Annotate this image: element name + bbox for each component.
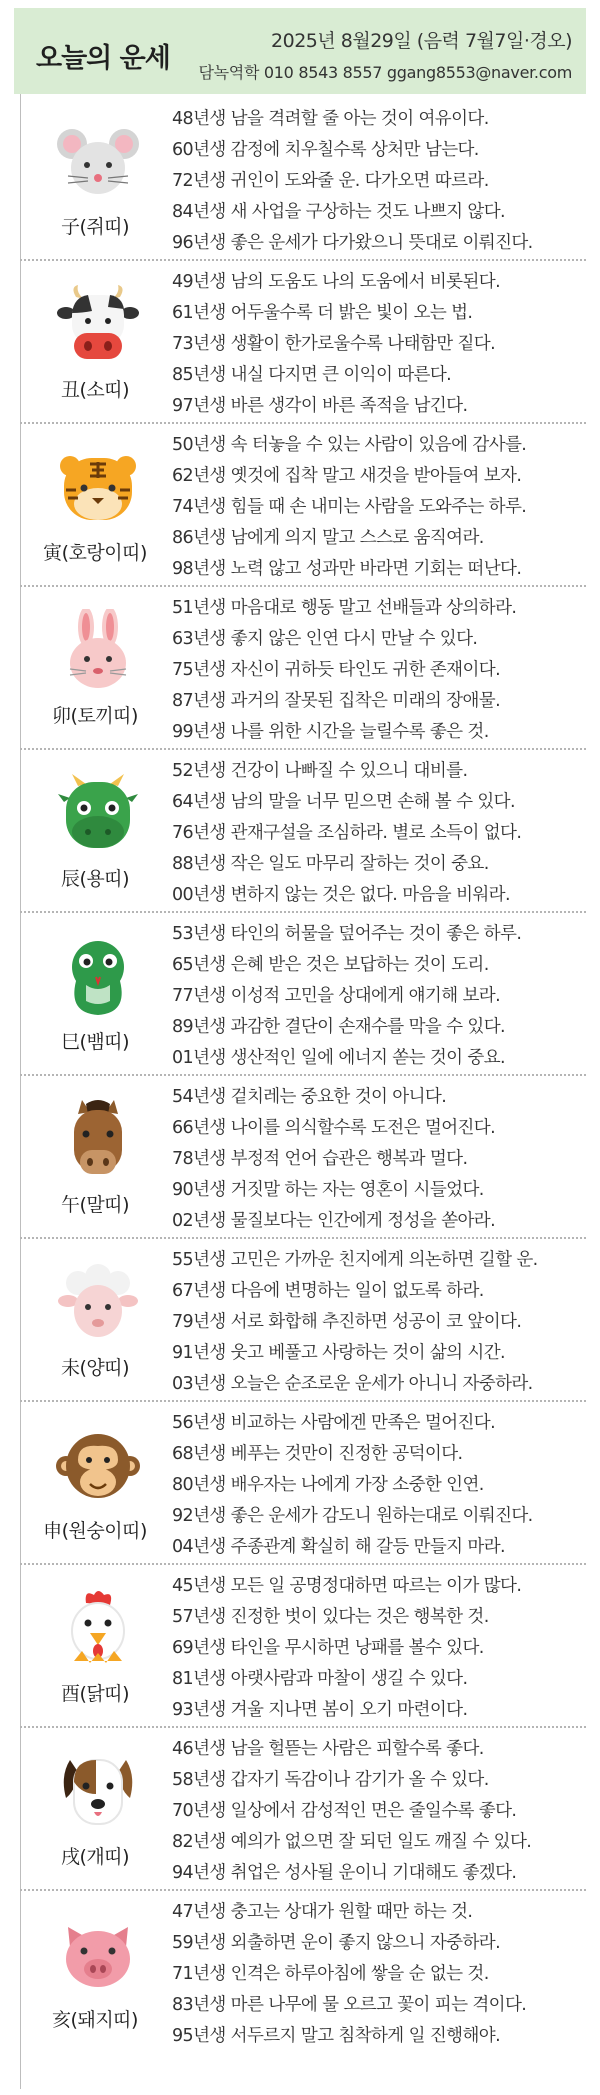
dragon-icon — [56, 772, 140, 856]
fortune-line: 55년생 고민은 가까운 친지에게 의논하면 길할 운. — [172, 1250, 538, 1270]
fortune-line: 59년생 외출하면 운이 좋지 않으니 자중하라. — [172, 1933, 501, 1953]
fortune-line: 97년생 바른 생각이 바른 족적을 남긴다. — [172, 396, 468, 416]
zodiac-label: 午(말띠) — [60, 1194, 130, 1216]
fortune-line: 80년생 배우자는 나에게 가장 소중한 인연. — [172, 1475, 484, 1495]
fortune-line: 48년생 남을 격려할 줄 아는 것이 여유이다. — [172, 109, 489, 129]
fortune-line: 96년생 좋은 운세가 다가왔으니 뜻대로 이뤄진다. — [172, 233, 533, 253]
fortune-lines — [172, 756, 592, 911]
fortune-line: 54년생 겉치레는 중요한 것이 아니다. — [172, 1087, 447, 1107]
fortune-line: 84년생 새 사업을 구상하는 것도 나쁘지 않다. — [172, 202, 505, 222]
fortune-line: 50년생 속 터놓을 수 있는 사람이 있음에 감사를. — [172, 435, 527, 455]
fortune-line: 98년생 노력 않고 성과만 바라면 기회는 떠난다. — [172, 559, 522, 579]
fortune-lines — [172, 1408, 592, 1563]
fortune-line: 62년생 옛것에 집착 말고 새것을 받아들여 보자. — [172, 466, 522, 486]
zodiac-section — [20, 587, 586, 750]
zodiac-label: 卯(토끼띠) — [52, 705, 138, 727]
fortune-line: 91년생 웃고 베풀고 사랑하는 것이 삶의 시간. — [172, 1343, 505, 1363]
fortune-line: 00년생 변하지 않는 것은 없다. 마음을 비워라. — [172, 885, 510, 905]
fortune-lines — [172, 1245, 592, 1400]
zodiac-label: 亥(돼지띠) — [52, 2009, 138, 2031]
fortune-line: 61년생 어두울수록 더 밝은 빛이 오는 법. — [172, 303, 473, 323]
fortune-line: 66년생 나이를 의식할수록 도전은 멀어진다. — [172, 1118, 496, 1138]
fortune-line: 01년생 생산적인 일에 에너지 쏟는 것이 중요. — [172, 1048, 505, 1068]
tiger-icon — [56, 446, 140, 530]
fortune-line: 76년생 관재구설을 조심하라. 별로 소득이 없다. — [172, 823, 522, 843]
fortune-lines — [172, 919, 592, 1074]
date-line: 2025년 8월29일 (음력 7월7일·경오) — [271, 30, 572, 52]
fortune-line: 85년생 내실 다지면 큰 이익이 따른다. — [172, 365, 452, 385]
horse-icon — [56, 1098, 140, 1182]
zodiac-label: 巳(뱀띠) — [60, 1031, 130, 1053]
fortune-line: 89년생 과감한 결단이 손재수를 막을 수 있다. — [172, 1017, 505, 1037]
fortune-line: 77년생 이성적 고민을 상대에게 얘기해 보라. — [172, 986, 501, 1006]
pig-icon — [56, 1913, 140, 1997]
ox-icon — [56, 283, 140, 367]
zodiac-section — [20, 1076, 586, 1239]
fortune-line: 02년생 물질보다는 인간에게 정성을 쏟아라. — [172, 1211, 496, 1231]
rat-icon — [56, 120, 140, 204]
zodiac-label: 戌(개띠) — [60, 1846, 130, 1868]
zodiac-section — [20, 750, 586, 913]
zodiac-section — [20, 424, 586, 587]
fortune-line: 51년생 마음대로 행동 말고 선배들과 상의하라. — [172, 598, 517, 618]
fortune-line: 60년생 감정에 치우칠수록 상처만 남는다. — [172, 140, 479, 160]
fortune-lines — [172, 1082, 592, 1237]
dog-icon — [56, 1750, 140, 1834]
fortune-lines — [172, 267, 592, 422]
fortune-line: 58년생 갑자기 독감이나 감기가 올 수 있다. — [172, 1770, 489, 1790]
zodiac-section — [20, 1728, 586, 1891]
rooster-icon — [56, 1587, 140, 1671]
zodiac-label: 申(원숭이띠) — [43, 1520, 147, 1542]
fortune-line: 72년생 귀인이 도와줄 운. 다가오면 따르라. — [172, 171, 489, 191]
snake-icon — [56, 935, 140, 1019]
fortune-line: 47년생 충고는 상대가 원할 때만 하는 것. — [172, 1902, 473, 1922]
fortune-line: 99년생 나를 위한 시간을 늘릴수록 좋은 것. — [172, 722, 489, 742]
zodiac-label: 子(쥐띠) — [60, 216, 130, 238]
zodiac-section — [20, 1565, 586, 1728]
sheep-icon — [56, 1261, 140, 1345]
fortune-lines — [172, 593, 592, 748]
fortune-line: 82년생 예의가 없으면 잘 되던 일도 깨질 수 있다. — [172, 1832, 532, 1852]
zodiac-label: 丑(소띠) — [60, 379, 130, 401]
fortune-line: 67년생 다음에 변명하는 일이 없도록 하라. — [172, 1281, 484, 1301]
fortune-line: 81년생 아랫사람과 마찰이 생길 수 있다. — [172, 1669, 468, 1689]
zodiac-label: 辰(용띠) — [60, 868, 130, 890]
fortune-line: 04년생 주종관계 확실히 해 갈등 만들지 마라. — [172, 1537, 505, 1557]
fortune-line: 49년생 남의 도움도 나의 도움에서 비롯된다. — [172, 272, 501, 292]
fortune-line: 75년생 자신이 귀하듯 타인도 귀한 존재이다. — [172, 660, 501, 680]
fortune-line: 94년생 취업은 성사될 운이니 기대해도 좋겠다. — [172, 1863, 517, 1883]
header — [14, 8, 586, 94]
fortune-line: 63년생 좋지 않은 인연 다시 만날 수 있다. — [172, 629, 478, 649]
zodiac-section — [20, 1239, 586, 1402]
fortune-line: 53년생 타인의 허물을 덮어주는 것이 좋은 하루. — [172, 924, 522, 944]
zodiac-section — [20, 1891, 586, 2054]
fortune-line: 45년생 모든 일 공명정대하면 따르는 이가 많다. — [172, 1576, 522, 1596]
zodiac-section — [20, 1402, 586, 1565]
fortune-line: 78년생 부정적 언어 습관은 행복과 멀다. — [172, 1149, 468, 1169]
fortune-lines — [172, 104, 592, 259]
zodiac-label: 未(양띠) — [60, 1357, 130, 1379]
fortune-line: 03년생 오늘은 순조로운 운세가 아니니 자중하라. — [172, 1374, 533, 1394]
fortune-line: 79년생 서로 화합해 추진하면 성공이 코 앞이다. — [172, 1312, 522, 1332]
fortune-line: 70년생 일상에서 감성적인 면은 줄일수록 좋다. — [172, 1801, 517, 1821]
fortune-line: 73년생 생활이 한가로울수록 나태함만 짙다. — [172, 334, 496, 354]
fortune-line: 83년생 마른 나무에 물 오르고 꽃이 피는 격이다. — [172, 1995, 527, 2015]
zodiac-section — [20, 261, 586, 424]
fortune-line: 57년생 진정한 벗이 있다는 것은 행복한 것. — [172, 1607, 489, 1627]
zodiac-section — [20, 98, 586, 261]
fortune-line: 52년생 건강이 나빠질 수 있으니 대비를. — [172, 761, 468, 781]
fortune-line: 92년생 좋은 운세가 감도니 원하는대로 이뤄진다. — [172, 1506, 533, 1526]
fortune-line: 86년생 남에게 의지 말고 스스로 움직여라. — [172, 528, 484, 548]
fortune-line: 64년생 남의 말을 너무 믿으면 손해 볼 수 있다. — [172, 792, 515, 812]
fortune-lines — [172, 1734, 592, 1889]
fortune-lines — [172, 1897, 592, 2052]
fortune-line: 87년생 과거의 잘못된 집착은 미래의 장애물. — [172, 691, 501, 711]
fortune-line: 56년생 비교하는 사람에겐 만족은 멀어진다. — [172, 1413, 496, 1433]
fortune-lines — [172, 430, 592, 585]
rabbit-icon — [56, 609, 140, 693]
page-title: 오늘의 운세 — [36, 43, 170, 74]
fortune-line: 69년생 타인을 무시하면 낭패를 볼수 있다. — [172, 1638, 484, 1658]
zodiac-label: 酉(닭띠) — [60, 1683, 130, 1705]
fortune-line: 93년생 겨울 지나면 봄이 오기 마련이다. — [172, 1700, 468, 1720]
fortune-line: 90년생 거짓말 하는 자는 영혼이 시들었다. — [172, 1180, 484, 1200]
fortune-line: 95년생 서두르지 말고 침착하게 일 진행해야. — [172, 2026, 501, 2046]
fortune-lines — [172, 1571, 592, 1726]
zodiac-section — [20, 913, 586, 1076]
fortune-line: 74년생 힘들 때 손 내미는 사람을 도와주는 하루. — [172, 497, 527, 517]
fortune-line: 68년생 베푸는 것만이 진정한 공덕이다. — [172, 1444, 463, 1464]
fortune-line: 46년생 남을 헐뜯는 사람은 피할수록 좋다. — [172, 1739, 484, 1759]
fortune-line: 71년생 인격은 하루아침에 쌓을 순 없는 것. — [172, 1964, 489, 1984]
fortune-line: 65년생 은혜 받은 것은 보답하는 것이 도리. — [172, 955, 489, 975]
zodiac-label: 寅(호랑이띠) — [43, 542, 147, 564]
contact-line: 담녹역학 010 8543 8557 ggang8553@naver.com — [198, 63, 572, 82]
fortune-line: 88년생 작은 일도 마무리 잘하는 것이 중요. — [172, 854, 489, 874]
monkey-icon — [56, 1424, 140, 1508]
